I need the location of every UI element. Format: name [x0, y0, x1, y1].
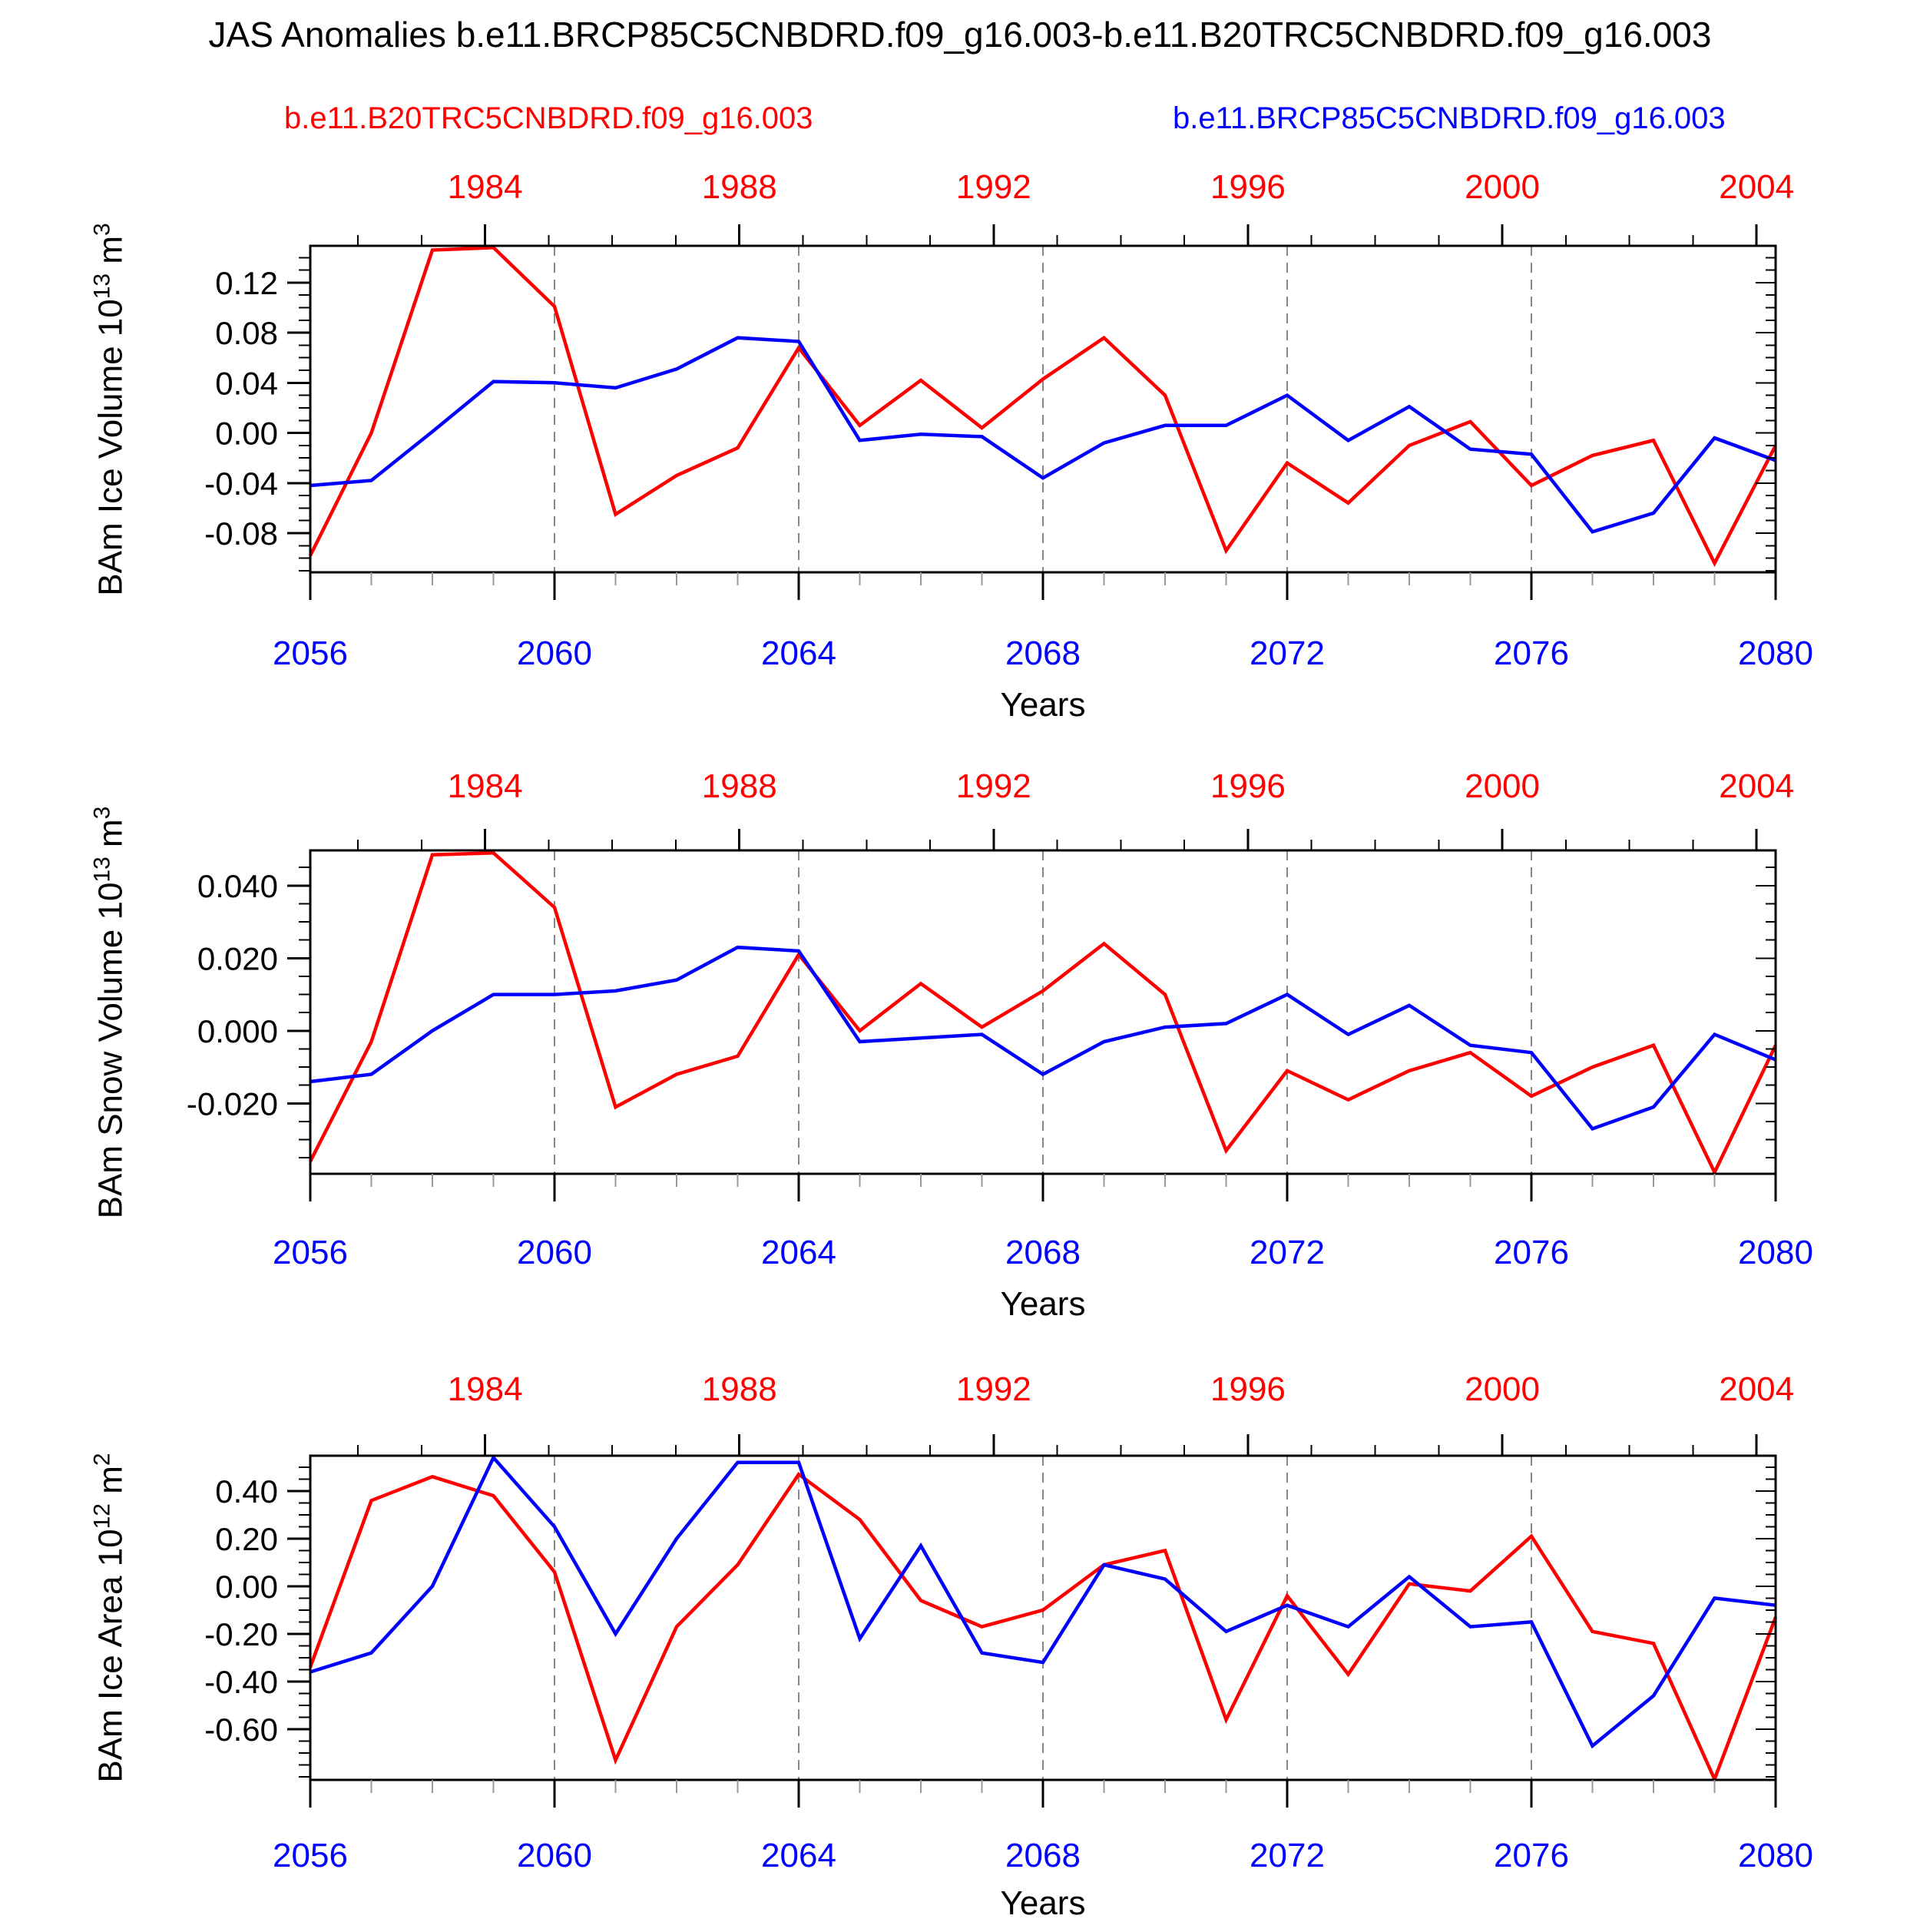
x-axis-label-panel2: Years	[1000, 1285, 1086, 1323]
tick-label: 2060	[517, 1234, 592, 1271]
tick-label: 2056	[273, 1234, 348, 1271]
tick-label: 1988	[701, 1370, 777, 1408]
tick-label: -0.04	[204, 465, 278, 502]
tick-label: 0.08	[215, 315, 278, 352]
x-axis-label-panel3: Years	[1000, 1884, 1086, 1922]
ice-area-chart	[0, 1340, 1920, 1932]
y-axis-label-snow-volume: BAm Snow Volume $10^{13}$ $m^3$	[89, 806, 130, 1219]
tick-label: 0.00	[215, 1568, 278, 1605]
tick-label: 2004	[1719, 168, 1795, 206]
page-title: JAS Anomalies b.e11.BRCP85C5CNBDRD.f09_g16.003-b.e11.B20TRC5CNBDRD.f09_g16.003	[208, 15, 1712, 55]
tick-label: 0.12	[215, 264, 278, 301]
tick-label: 2004	[1719, 767, 1795, 805]
tick-label: 2056	[273, 1837, 348, 1874]
tick-label: 2056	[273, 635, 348, 672]
snow-volume-chart	[0, 737, 1920, 1329]
tick-label: 2076	[1494, 635, 1569, 672]
tick-label: 1992	[955, 767, 1031, 805]
tick-label: 2000	[1465, 767, 1541, 805]
y-axis-label-ice-volume: BAm Ice Volume $10^{13}$ $m^3$	[89, 223, 130, 596]
tick-label: 1988	[701, 767, 777, 805]
tick-label: 2080	[1738, 1234, 1813, 1271]
y-axis-label-ice-area: BAm Ice Area $10^{12}$ $m^2$	[89, 1453, 130, 1783]
tick-label: 1996	[1210, 168, 1286, 206]
tick-label: 0.000	[197, 1012, 278, 1049]
tick-label: 0.20	[215, 1520, 278, 1557]
tick-label: 2076	[1494, 1837, 1569, 1874]
x-axis-label-panel1: Years	[1000, 686, 1086, 724]
ice-volume-chart	[0, 138, 1920, 730]
tick-label: 0.020	[197, 940, 278, 977]
legend-blue-series: b.e11.BRCP85C5CNBDRD.f09_g16.003	[1173, 101, 1726, 135]
tick-label: -0.60	[204, 1711, 278, 1748]
tick-label: 2064	[761, 1234, 836, 1271]
tick-label: -0.08	[204, 515, 278, 552]
tick-label: 0.04	[215, 365, 278, 402]
tick-label: 0.00	[215, 415, 278, 452]
tick-label: 1992	[955, 168, 1031, 206]
tick-label: 2064	[761, 635, 836, 672]
series-line-blue	[310, 1458, 1776, 1746]
tick-label: 1996	[1210, 1370, 1286, 1408]
tick-label: 2004	[1719, 1370, 1795, 1408]
tick-label: 1996	[1210, 767, 1286, 805]
tick-label: 1984	[447, 1370, 523, 1408]
tick-label: 2068	[1005, 635, 1081, 672]
tick-label: -0.40	[204, 1663, 278, 1700]
tick-label: 2072	[1250, 635, 1325, 672]
tick-label: 1988	[701, 168, 777, 206]
tick-label: 1984	[447, 168, 523, 206]
tick-label: 2080	[1738, 1837, 1813, 1874]
tick-label: 2068	[1005, 1234, 1081, 1271]
tick-label: 1984	[447, 767, 523, 805]
tick-label: 2064	[761, 1837, 836, 1874]
tick-label: 2080	[1738, 635, 1813, 672]
tick-label: 2068	[1005, 1837, 1081, 1874]
tick-label: 2072	[1250, 1837, 1325, 1874]
tick-label: 2000	[1465, 168, 1541, 206]
tick-label: 2060	[517, 635, 592, 672]
tick-label: 0.040	[197, 867, 278, 904]
tick-label: 2000	[1465, 1370, 1541, 1408]
tick-label: 2072	[1250, 1234, 1325, 1271]
tick-label: 1992	[955, 1370, 1031, 1408]
tick-label: 0.40	[215, 1473, 278, 1509]
tick-label: 2076	[1494, 1234, 1569, 1271]
legend-red-series: b.e11.B20TRC5CNBDRD.f09_g16.003	[284, 101, 813, 135]
tick-label: -0.020	[186, 1085, 278, 1122]
tick-label: -0.20	[204, 1616, 278, 1652]
tick-label: 2060	[517, 1837, 592, 1874]
